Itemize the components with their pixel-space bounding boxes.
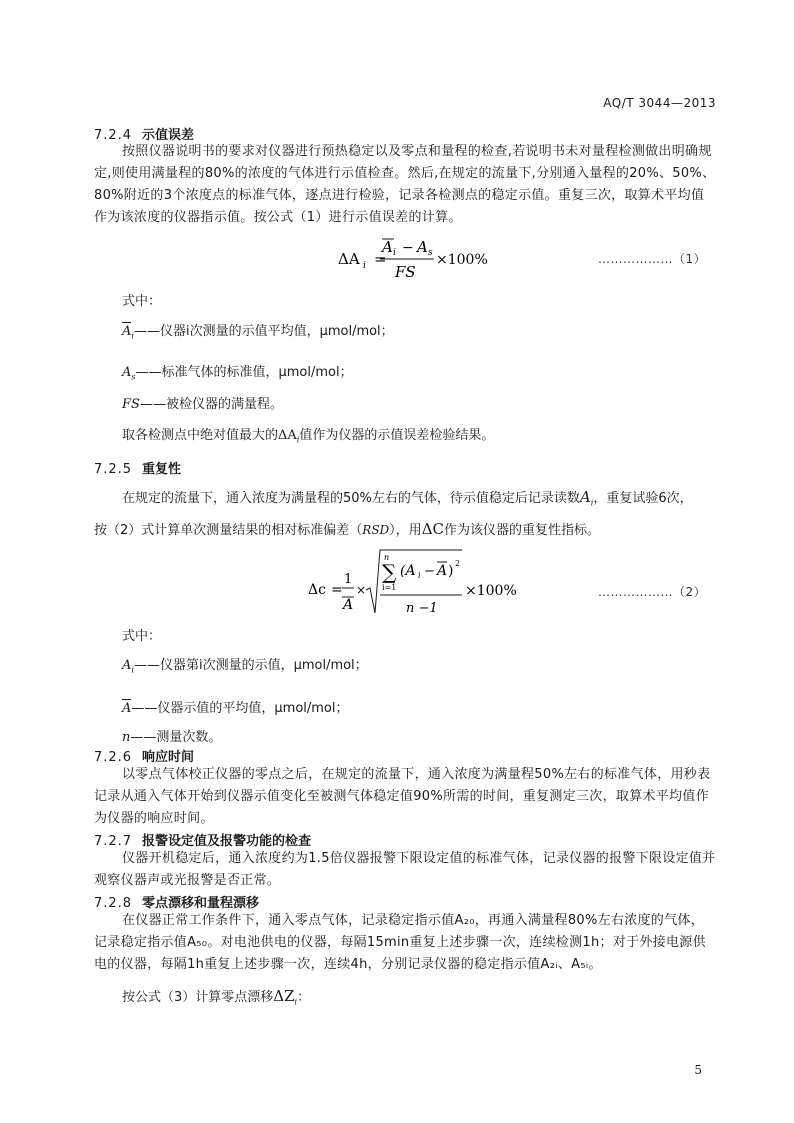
formula-1 [330, 232, 510, 288]
sum-top: n [384, 553, 390, 562]
formula-lhs-sub: i [363, 261, 366, 271]
def-text: ——被检仪器的满量程。 [139, 397, 283, 412]
text: 在规定的流量下，通入浓度为满量程的50%左右的气体，待示值稳定后记录读数 [122, 491, 580, 506]
section-number: 7.2.7 [94, 834, 133, 849]
inner-close: ) [448, 563, 454, 579]
formula-2 [300, 545, 530, 620]
inner-minus: − [424, 564, 435, 579]
inner-sub: i [418, 571, 421, 580]
def-symbol: A [122, 658, 132, 673]
section-number: 7.2.8 [94, 896, 133, 911]
definition-n [122, 726, 221, 745]
definition-abar [122, 697, 349, 716]
def-symbol: n [122, 730, 131, 745]
formula-num-a: A [382, 238, 393, 256]
inner-open: (A [400, 563, 416, 579]
formula-times: ×100% [465, 583, 517, 599]
where-label: 式中： [122, 629, 162, 644]
text: 按公式（3）计算零点漂移 [122, 990, 274, 1005]
rsd: RSD [362, 523, 390, 537]
formula-num-b: A [417, 238, 428, 256]
section-number: 7.2.5 [94, 462, 133, 477]
section-number: 7.2.4 [94, 128, 133, 143]
def-symbol-sub: s [131, 372, 136, 382]
section-title: 零点漂移和量程漂移 [142, 896, 260, 911]
def-text: ——仪器第i次测量的示值，μmol/mol； [133, 658, 368, 673]
conclusion-post: 值作为仪器的示值误差检验结果。 [299, 428, 495, 443]
zero-drift-line [122, 986, 310, 1007]
conclusion-pre: 取各检测点中绝对值最大的 [122, 428, 279, 443]
def-text: ——标准气体的标准值，μmol/mol； [135, 365, 353, 380]
symbol-sub: i [294, 997, 298, 1007]
section-heading-7-2-7 [94, 830, 311, 849]
formula-num-b-sub: s [428, 248, 433, 258]
section-number: 7.2.6 [94, 750, 133, 765]
symbol: ΔC [421, 520, 444, 538]
page-number: 5 [694, 1063, 702, 1077]
equation-label-1: ………………（1） [598, 252, 707, 266]
def-text: ——仪器示值的平均值，μmol/mol； [131, 701, 349, 716]
square: 2 [455, 559, 461, 568]
conclusion-7-2-4 [122, 424, 494, 445]
def-symbol-sub: i [131, 331, 134, 341]
where-label: 式中： [122, 294, 162, 309]
definition-ai [122, 654, 368, 675]
symbol: ΔZ [273, 987, 295, 1005]
paragraph-7-2-5-line1 [122, 487, 693, 508]
def-text: ——仪器i次测量的示值平均值，μmol/mol； [133, 324, 394, 339]
def-symbol: FS [122, 397, 140, 412]
equation-label-2: ………………（2） [598, 585, 707, 599]
symbol: A [579, 488, 591, 506]
paragraph-7-2-7: 仪器开机稳定后，通入浓度约为1.5倍仪器报警下限设定值的标准气体，记录仪器的报警下限设定值并观察仪器声或光报警是否正常。 [94, 851, 716, 888]
formula-minus: − [402, 240, 414, 256]
def-symbol: A [122, 701, 132, 716]
sum-sign: ∑ [382, 560, 397, 584]
symbol-sub: i [590, 498, 594, 508]
formula-one: 1 [344, 572, 353, 587]
text: ，重复试验6次， [593, 491, 693, 506]
def-symbol-sub: i [131, 665, 134, 675]
def-text: ——测量次数。 [130, 730, 222, 745]
inner-abar: A [437, 563, 448, 579]
section-heading-7-2-5 [94, 458, 181, 477]
paragraph-7-2-5-line2 [94, 519, 600, 538]
formula-times: ×100% [436, 252, 488, 268]
section-title: 报警设定值及报警功能的检查 [142, 834, 312, 849]
document-code: AQ/T 3044—2013 [603, 96, 716, 110]
section-title: 响应时间 [142, 750, 195, 765]
definition-fs [122, 393, 283, 412]
formula-eq: = [331, 582, 343, 598]
text: ），用 [389, 523, 422, 538]
sum-bottom: i=1 [382, 583, 397, 592]
text: ： [297, 990, 311, 1005]
def-symbol: A [122, 365, 132, 380]
section-title: 重复性 [142, 462, 182, 477]
definition-ai-bar [122, 320, 394, 341]
definition-as [122, 361, 353, 382]
formula-abar: A [343, 597, 354, 613]
paragraph-7-2-4: 按照仪器说明书的要求对仪器进行预热稳定以及零点和量程的检查,若说明书未对量程检测做出明确规定,则使用满量程的80%的浓度的气体进行示值检查。然后,在规定的流量下,分别通入量程的20%、50%、80%附近的3个浓度点的标准气体，逐点进行检验，记录各检测点的稳定示值。重复三次，取算术平均值作为该浓度的仪器指示值。按公式（1）进行示值误差的计算。 [94, 144, 716, 225]
section-title: 示值误差 [142, 128, 195, 143]
formula-times1: × [356, 583, 367, 597]
formula-lhs: ΔA [338, 250, 360, 268]
formula-num-a-sub: i [393, 248, 396, 258]
formula-den: n −1 [406, 601, 438, 616]
paragraph-7-2-6: 以零点气体校正仪器的零点之后，在规定的流量下，通入浓度为满量程50%左右的标准气体，用秒表记录从通入气体开始到仪器示值变化至被测气体稳定值90%所需的时间，重复测定三次，取算术平均值作为仪器的响应时间。 [94, 767, 711, 826]
paragraph-7-2-8: 在仪器正常工作条件下，通入零点气体，记录稳定指示值A₂₀，再通入满量程80%左右浓度的气体，记录稳定指示值A₅₀。对电池供电的仪器，每隔15min重复上述步骤一次，连续检测1h；对于外接电源供电的仪器，每隔1h重复上述步骤一次，连续4h，分别记录仪器的稳定指示值A₂ᵢ、A₅ᵢ。 [94, 913, 706, 972]
conclusion-symbol: ΔA [278, 428, 297, 443]
formula-den: FS [395, 263, 416, 281]
formula-eq: = [374, 250, 387, 268]
text: 按（2）式计算单次测量结果的相对标准偏差（ [94, 523, 363, 538]
section-heading-7-2-6 [94, 746, 194, 765]
section-heading-7-2-8 [94, 892, 259, 911]
formula-lhs: Δc [308, 582, 326, 598]
text: 作为该仪器的重复性指标。 [444, 523, 601, 538]
def-symbol: A [122, 324, 132, 339]
conclusion-symbol-sub: i [296, 435, 300, 445]
